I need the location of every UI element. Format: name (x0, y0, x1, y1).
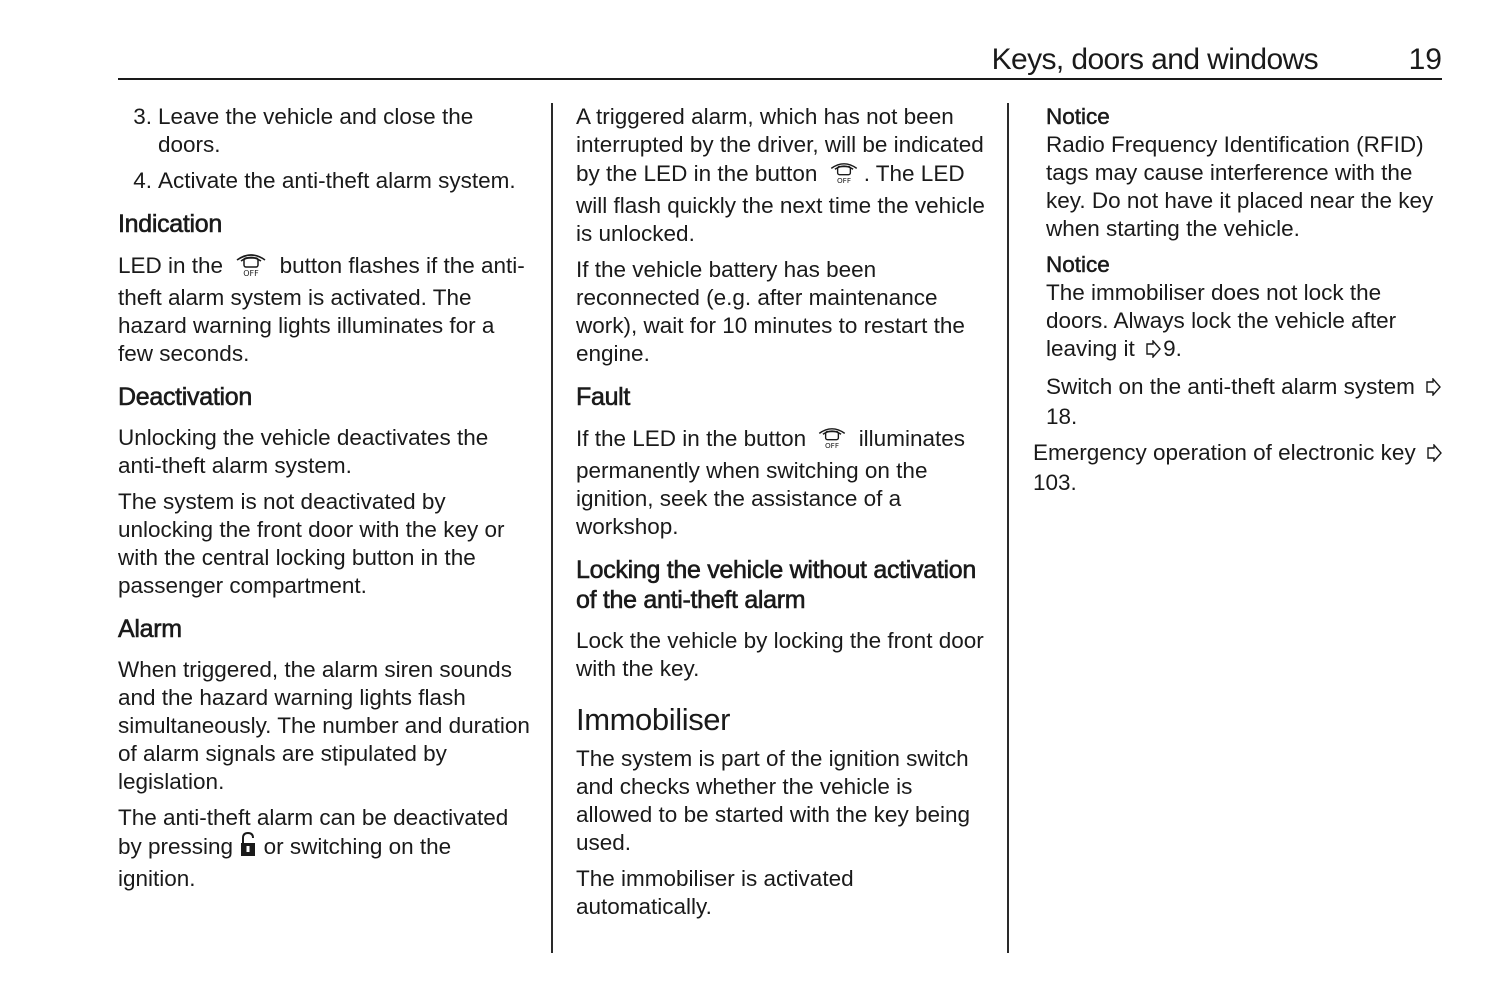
notice-box (1033, 103, 1445, 243)
text-segment: The anti-theft alarm can be deactivated by pressing (118, 805, 509, 859)
section-heading-indication: Indication (118, 210, 223, 238)
steps-list (118, 103, 533, 195)
text-segment: illuminates permanently when switching on the ignition, seek the assistance of a workshop. (576, 426, 965, 539)
paragraph: If the vehicle battery has been reconnected (e.g. after maintenance work), wait for 10 minutes to restart the engine. (576, 257, 965, 366)
step-text: Leave the vehicle and close the doors. (158, 104, 474, 157)
step-text: Activate the anti-theft alarm system. (158, 168, 516, 193)
fault-paragraph (576, 424, 991, 541)
paragraph: When triggered, the alarm siren sounds and the hazard warning lights flash simultaneously. The number and duration of alarm signals are stipulated by legislation. (118, 657, 530, 794)
column-1 (118, 103, 533, 901)
page-reference-arrow-icon (1425, 375, 1441, 403)
notice-text: Radio Frequency Identification (RFID) tags may cause interference with the key. Do not have it placed near the key when starting the vehicle. (1046, 132, 1434, 241)
page-reference-arrow-icon (1426, 441, 1442, 469)
page-reference-link[interactable]: 18. (1046, 404, 1078, 429)
notice-title: Notice (1046, 252, 1110, 277)
list-item (118, 167, 533, 195)
svg-text:OFF: OFF (836, 175, 851, 185)
page-reference-link[interactable]: 9. (1163, 336, 1182, 361)
text-segment: . The LED will flash quickly the next time the vehicle is unlocked. (576, 161, 985, 246)
alarm-off-icon (812, 424, 852, 457)
section-heading-locking: Locking the vehicle without activation of the anti-theft alarm (576, 556, 976, 614)
paragraph: Lock the vehicle by locking the front door with the key. (576, 628, 984, 681)
text-segment: button flashes if the anti-theft alarm system is activated. The hazard warning lights illuminates for a few seconds. (118, 253, 525, 366)
text-segment: The immobiliser does not lock the doors. Always lock the vehicle after leaving it (1046, 280, 1397, 361)
switch-on-paragraph (1033, 373, 1445, 431)
text-segment: Emergency operation of electronic key (1033, 440, 1416, 465)
section-heading-alarm: Alarm (118, 615, 182, 643)
page-header (118, 38, 1442, 80)
step-number: 3. (133, 104, 152, 129)
section-heading-fault: Fault (576, 383, 631, 411)
paragraph: Unlocking the vehicle deactivates the anti-theft alarm system. (118, 425, 489, 478)
page-reference-link[interactable]: 103. (1033, 470, 1077, 495)
text-segment: Switch on the anti-theft alarm system (1046, 374, 1415, 399)
text-segment: If the LED in the button (576, 426, 807, 451)
chapter-title: Keys, doors and windows (991, 43, 1318, 76)
page-number: 19 (1408, 43, 1442, 76)
list-item (118, 103, 533, 159)
alarm-off-icon (824, 159, 864, 192)
column-3 (1033, 103, 1445, 505)
unlock-icon (239, 832, 257, 865)
text-segment: or switching on the ignition. (118, 834, 452, 891)
column-2 (576, 103, 991, 929)
paragraph: The system is not deactivated by unlocking the front door with the key or with the central locking button in the passenger compartment. (118, 489, 505, 598)
triggered-alarm-paragraph (576, 103, 991, 248)
paragraph: The system is part of the ignition switch and checks whether the vehicle is allowed to be started with the key being used. (576, 746, 970, 855)
column-divider (1007, 103, 1009, 953)
notice-box (1033, 251, 1445, 365)
svg-text:OFF: OFF (243, 269, 260, 277)
column-divider (551, 103, 553, 953)
text-segment: A triggered alarm, which has not been interrupted by the driver, will be indicated by the LED in the button (576, 104, 984, 186)
paragraph: The immobiliser is activated automatically. (576, 866, 854, 919)
emergency-paragraph (1033, 439, 1445, 497)
text-segment: LED in the (118, 253, 224, 278)
notice-text (1046, 279, 1445, 365)
indication-paragraph (118, 251, 533, 368)
step-number: 4. (133, 168, 152, 193)
section-heading-immobiliser: Immobiliser (576, 702, 731, 737)
section-heading-deactivation: Deactivation (118, 383, 252, 411)
alarm-deactivate-paragraph (118, 804, 533, 893)
svg-text:OFF: OFF (825, 440, 840, 450)
alarm-off-icon (229, 251, 273, 284)
page-reference-arrow-icon (1145, 337, 1161, 365)
notice-title: Notice (1046, 104, 1110, 129)
